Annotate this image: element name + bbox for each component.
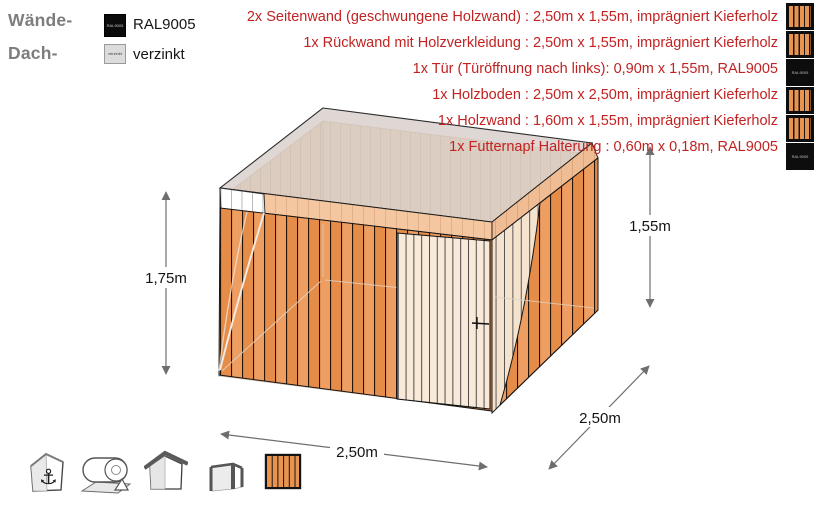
dim-label-width-front: 2,50m <box>336 444 378 461</box>
option-frame-posts[interactable] <box>206 458 246 500</box>
anchor-house-icon <box>26 451 68 495</box>
parts-list-item: 1x Holzboden : 2,50m x 2,50m, imprägniert Kieferholz <box>432 87 778 103</box>
roof-color-value: verzinkt <box>133 46 185 63</box>
wood-slats-preview <box>789 90 811 111</box>
roof-label: Dach- <box>8 43 58 63</box>
option-wood-panel[interactable] <box>264 453 302 495</box>
parts-list-item: 2x Seitenwand (geschwungene Holzwand) : 2,50m x 1,55m, imprägniert Kieferholz <box>246 9 778 25</box>
option-anchor-kit[interactable] <box>26 451 68 500</box>
walls-color-value: RAL9005 <box>133 16 196 33</box>
svg-text:⚓: ⚓ <box>39 465 58 489</box>
thumbnail-swatch-text: RAL9005 <box>791 69 809 75</box>
walls-color-swatch <box>104 14 126 37</box>
thumbnail-ral9005-swatch[interactable] <box>786 59 814 86</box>
wood-slats-preview <box>789 118 811 139</box>
thumbnail-ral9005-swatch[interactable] <box>786 143 814 170</box>
parts-list-item: 1x Holzwand : 1,60m x 1,55m, imprägniert Kieferholz <box>437 113 778 129</box>
walls-label: Wände- <box>8 10 73 30</box>
parts-list-item: 1x Futternapf Halterung : 0,60m x 0,18m, RAL9005 <box>449 139 778 155</box>
material-thumbnail-column <box>786 3 814 171</box>
roof-swatch-text: verzinkt <box>108 51 122 56</box>
dim-label-height-right: 1,55m <box>629 218 671 235</box>
option-cover-roll[interactable] <box>80 455 134 500</box>
roofed-shed-icon <box>144 449 188 494</box>
tarp-roll-icon <box>80 455 134 495</box>
dim-label-height-left: 1,75m <box>145 270 187 287</box>
parts-list-item: 1x Rückwand mit Holzverkleidung : 2,50m x 1,55m, imprägniert Kieferholz <box>303 35 778 51</box>
parts-list <box>247 4 778 160</box>
dim-label-depth-right: 2,50m <box>579 410 621 427</box>
thumbnail-wood-panel[interactable] <box>786 87 814 114</box>
frame-posts-icon <box>206 458 246 495</box>
wood-slats-preview <box>789 34 811 55</box>
parts-list-item: 1x Tür (Türöffnung nach links): 0,90m x 1,55m, RAL9005 <box>412 61 778 77</box>
thumbnail-wood-panel[interactable] <box>786 115 814 142</box>
roof-color-swatch <box>104 44 126 64</box>
option-roof-shed[interactable] <box>144 449 188 499</box>
wood-panel-icon <box>264 453 302 490</box>
thumbnail-wood-panel[interactable] <box>786 31 814 58</box>
shed-door <box>397 233 490 409</box>
wood-slats-preview <box>789 6 811 27</box>
walls-swatch-text: RAL9005 <box>106 22 124 28</box>
thumbnail-swatch-text: RAL9005 <box>791 153 809 159</box>
thumbnail-wood-panel[interactable] <box>786 3 814 30</box>
